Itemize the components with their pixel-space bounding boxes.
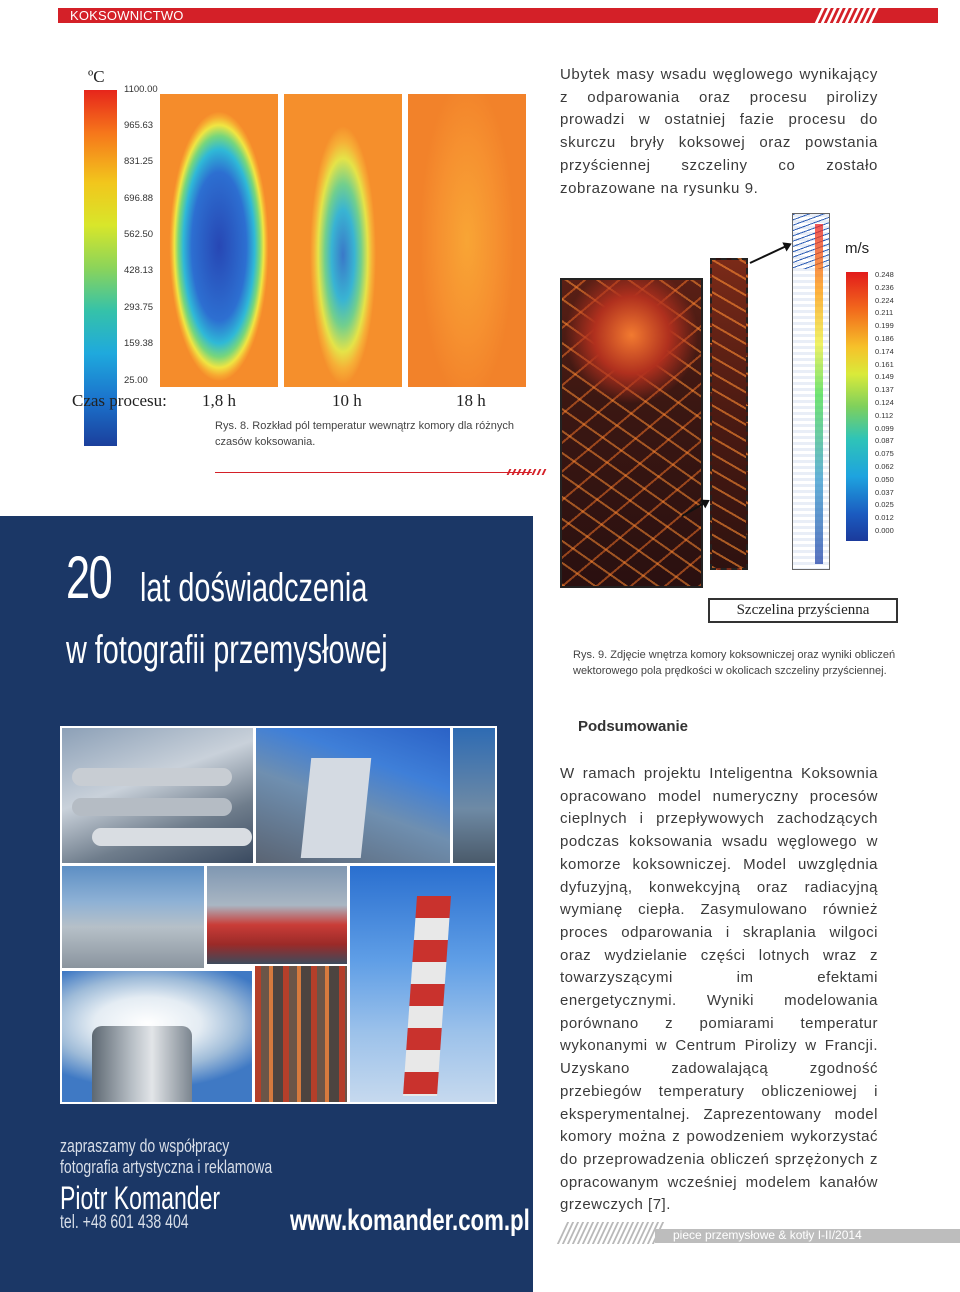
section-title: KOKSOWNICTWO — [70, 8, 184, 23]
scale-tick: 0.050 — [875, 474, 894, 484]
time-label: 1,8 h — [202, 391, 236, 410]
scale-tick: 1100.00 — [124, 84, 158, 95]
scale-tick: 965.63 — [124, 120, 154, 131]
scale-tick: 25.00 — [124, 375, 148, 386]
ad-photographer-name: Piotr Komander — [60, 1180, 221, 1216]
scale-tick: 0.062 — [875, 462, 894, 471]
scale-tick: 696.88 — [124, 193, 154, 204]
scale-tick: 0.149 — [875, 372, 894, 382]
scale-tick: 0.236 — [875, 282, 894, 292]
caption-rule-stripes — [508, 469, 545, 475]
scale-tick: 0.075 — [875, 449, 894, 459]
velocity-unit: m/s — [845, 240, 870, 257]
scale-tick: 562.50 — [124, 229, 154, 240]
scale-tick: 0.224 — [875, 295, 894, 305]
time-label: 18 h — [456, 391, 486, 410]
velocity-vector-field — [792, 213, 830, 570]
temperature-field-10h — [284, 94, 402, 387]
velocity-color-scale — [846, 272, 868, 541]
scale-tick: 0.248 — [875, 270, 894, 279]
gap-label-box: Szczelina przyścienna — [708, 598, 898, 623]
caption-rule — [215, 472, 532, 473]
scale-tick: 831.25 — [124, 156, 154, 167]
scale-tick: 293.75 — [124, 302, 154, 313]
ad-years-number: 20 — [66, 544, 112, 611]
power-plant-building-photo — [256, 728, 450, 863]
scale-tick: 0.199 — [875, 321, 894, 331]
scale-tick: 159.38 — [124, 338, 154, 349]
ad-headline-line-2: w fotografii przemysłowej — [66, 628, 388, 672]
ad-headline-line-1: lat doświadczenia — [140, 566, 368, 610]
scale-tick: 0.211 — [875, 308, 894, 318]
header-stripes — [819, 5, 876, 23]
header-bar — [58, 8, 938, 23]
turbine-photo — [207, 866, 347, 964]
scale-tick: 0.174 — [875, 346, 894, 356]
scale-tick: 0.000 — [875, 526, 894, 535]
figure-8 — [60, 64, 535, 414]
summary-paragraph: W ramach projektu Inteligentna Koksownia opracowano model numeryczny procesów cieplnych i przepływowych zachodzących podczas koksowania wsadu węglowego w komorze koksowniczej. Model uwzględnia dyfuzyjną, konwekcyjną oraz radiacyjną wymianę ciepła. Zasymulowano również proces odparowania i skraplania wilgoci oraz wydzielanie części lotnych wraz z towarzyszącymi im efektami energetycznymi. Wyniki modelowania porównano z pomiarami temperatur wykonanymi w Centrum Pirolizy w Francji. Uzyskano zadowalającą zgodność przebiegów temperatury obliczeniowej i eksperymentalnej. Zaprezentowany model komory można z powodzeniem wykorzystać do przeprowadzenia obliczeń sprzężonych z opracowanym wcześniej modelem kanałów grzewczych [7]. — [560, 765, 878, 1214]
summary-heading: Podsumowanie — [578, 718, 689, 735]
footer-stripes — [562, 1222, 659, 1244]
scale-tick: 0.099 — [875, 423, 894, 433]
scale-tick: 0.112 — [875, 410, 894, 420]
temperature-field-18h — [408, 94, 526, 387]
time-label: 10 h — [332, 391, 362, 410]
scale-tick: 0.037 — [875, 487, 894, 497]
scale-tick: 0.087 — [875, 436, 894, 446]
pointer-arrow — [750, 243, 791, 263]
intro-paragraph: Ubytek masy wsadu węglowego wynikający z odparowania oraz procesu pirolizy prowadzi w ostatniej fazie procesu do skurczu bryły koksowej oraz powstania przyściennej szczeliny co zostało zobrazowane na rysunku 9. — [560, 66, 878, 197]
factory-hall-photo — [62, 866, 204, 968]
scale-tick: 428.13 — [124, 265, 154, 276]
figure-9-caption: Rys. 9. Zdjęcie wnętrza komory koksowniczej oraz wyniki obliczeń wektorowego pola prędkości w okolicach szczeliny przyściennej. — [573, 649, 896, 677]
chimney-photo — [350, 866, 495, 1102]
industrial-pipes-photo — [62, 728, 253, 863]
scale-tick: 0.161 — [875, 359, 894, 369]
temperature-field-1-8h — [160, 94, 278, 387]
temperature-unit: ºC — [88, 67, 105, 86]
cooling-tower-photo — [62, 971, 252, 1102]
ad-invitation: zapraszamy do współpracy — [60, 1136, 230, 1156]
structure-photo — [453, 728, 495, 863]
process-time-label: Czas procesu: — [72, 391, 167, 410]
figure-8-caption: Rys. 8. Rozkład pól temperatur wewnątrz komory dla różnych czasów koksowania. — [215, 420, 514, 448]
scale-tick: 0.186 — [875, 334, 894, 343]
coke-oven-photo — [560, 278, 703, 588]
scale-tick: 0.025 — [875, 500, 894, 510]
pipework-photo — [255, 966, 347, 1102]
ad-phone: tel. +48 601 438 404 — [60, 1212, 189, 1233]
ad-website-link[interactable]: www.komander.com.pl — [290, 1204, 530, 1237]
journal-title: piece przemysłowe & kotły I-II/2014 — [673, 1228, 862, 1242]
scale-tick: 0.137 — [875, 385, 894, 395]
scale-tick: 0.012 — [875, 513, 894, 523]
ad-service-type: fotografia artystyczna i reklamowa — [60, 1157, 273, 1177]
scale-tick: 0.124 — [875, 398, 894, 407]
photo-collage — [60, 726, 497, 1104]
gap-detail-strip — [710, 258, 748, 570]
